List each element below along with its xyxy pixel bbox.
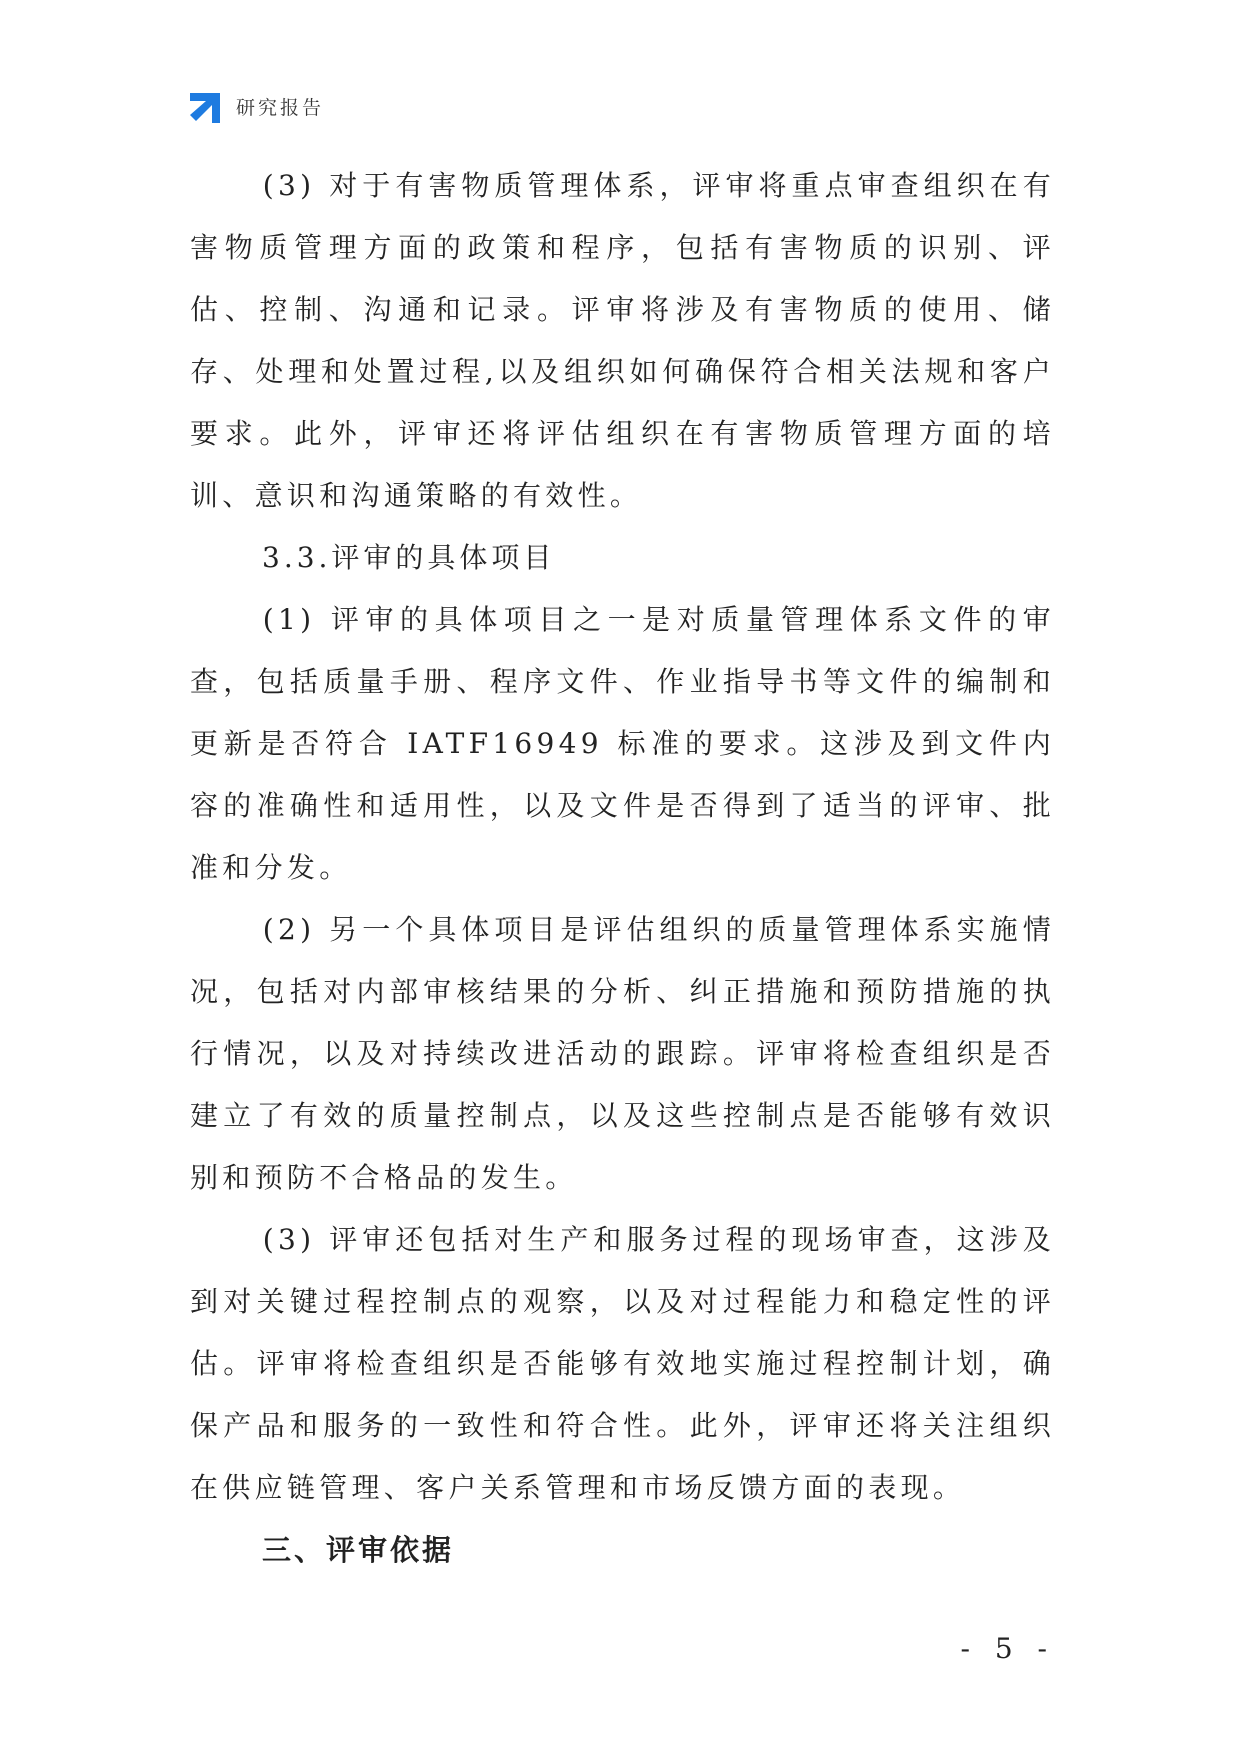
subheading-specific-items: 3.3.评审的具体项目: [262, 541, 556, 574]
document-body: [190, 155, 1055, 1581]
arrow-logo-icon: [190, 89, 224, 123]
section-heading-review-basis: 三、评审依据: [262, 1533, 455, 1567]
paragraph-item-1: (1) 评审的具体项目之一是对质量管理体系文件的审查，包括质量手册、程序文件、作业指导书等文件的编制和更新是否符合 IATF16949 标准的要求。这涉及到文件内容的准确性和适用性，以及文件是否得到了适当的评审、批准和分发。: [190, 603, 1055, 884]
page-header: [190, 88, 324, 124]
paragraph-hazardous-substances: (3) 对于有害物质管理体系，评审将重点审查组织在有害物质管理方面的政策和程序，包括有害物质的识别、评估、控制、沟通和记录。评审将涉及有害物质的使用、储存、处理和处置过程,以及组织如何确保符合相关法规和客户要求。此外，评审还将评估组织在有害物质管理方面的培训、意识和沟通策略的有效性。: [190, 169, 1055, 512]
page-number: - 5 -: [960, 1632, 1055, 1665]
header-label: 研究报告: [236, 96, 325, 119]
paragraph-item-2: (2) 另一个具体项目是评估组织的质量管理体系实施情况，包括对内部审核结果的分析、纠正措施和预防措施的执行情况，以及对持续改进活动的跟踪。评审将检查组织是否建立了有效的质量控制点，以及这些控制点是否能够有效识别和预防不合格品的发生。: [190, 913, 1055, 1194]
paragraph-item-3: (3) 评审还包括对生产和服务过程的现场审查，这涉及到对关键过程控制点的观察，以及对过程能力和稳定性的评估。评审将检查组织是否能够有效地实施过程控制计划，确保产品和服务的一致性和符合性。此外，评审还将关注组织在供应链管理、客户关系管理和市场反馈方面的表现。: [190, 1223, 1055, 1504]
